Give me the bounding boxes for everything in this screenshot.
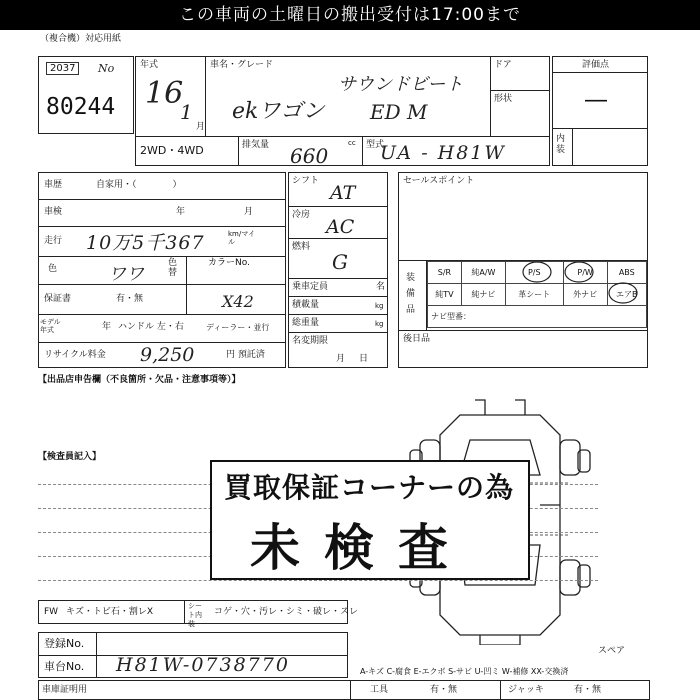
equip-genuine-navi: 純ナビ [461,284,505,306]
spare-label: スペア [598,646,626,656]
equip-leather-seat: 革シート [505,284,563,306]
seat-text: コゲ・穴・汚レ・シミ・破レ・スレ [214,607,359,617]
score-value: ― [585,88,607,113]
navi-model-label: ナビ型番： [428,306,647,328]
saturday-notice-banner: この車両の土曜日の搬出受付は17:00まで [0,0,700,30]
capacity-label: 乗車定員 [292,282,329,292]
color-label: 色 [48,264,58,274]
grade-line-2: ED M [370,100,428,124]
form-title: （複合機）対応用紙 [40,34,122,44]
tools-label: 工具 [370,685,389,695]
handle-side: ハンドル 左・右 [118,322,184,332]
score-label: 評価点 [582,60,610,70]
history-box [38,172,286,368]
equip-airbag: エアB [607,284,646,306]
shaken-month: 月 [244,207,254,217]
equip-alloy-wheel: 純A/W [461,262,505,284]
weight-label: 総重量 [292,318,320,328]
load-label: 積載量 [292,300,320,310]
seat-label: シート内装 [188,602,202,628]
stamp-line-2: 未検査 [250,519,472,577]
model-year-label: モデル年式 [40,318,61,334]
color-value: ワワ [108,264,144,285]
tools-value: 有・無 [430,685,458,695]
dealer-parallel: ディーラー・並行 [206,323,270,332]
year-label: 年式 [140,60,159,70]
reg-change-unit: 月日 [336,354,383,364]
jack-value: 有・無 [574,685,602,695]
car-name-label: 車名・グレード [210,60,274,70]
model-year-year: 年 [102,322,112,332]
chassis-label: 車台No. [44,660,85,673]
fuel-value: G [332,250,348,274]
month-unit: 月 [196,122,206,132]
shift-label: シフト [292,176,320,186]
registration-label: 登録No. [44,637,85,650]
equip-abs: ABS [607,262,646,284]
lot-prefix: No [98,62,115,75]
lot-small-number: 2037 [46,62,79,75]
damage-legend: A-キズ C-腐食 E-エクボ S-サビ U-凹ミ W-補修 XX-交換済 [360,667,569,676]
ac-value: AC [326,216,355,238]
warranty-note: X42 [222,292,254,311]
fuel-label: 燃料 [292,242,311,252]
stamp-line-1: 買取保証コーナーの為 [224,471,515,504]
year-month: 1 [180,100,193,124]
fw-text: キズ・トビ石・割レX [66,607,153,617]
bottom-row [38,680,650,700]
shaken-label: 車検 [44,207,63,217]
interior-label: 内装 [556,134,566,155]
history-label: 車歴 [44,180,63,190]
warranty-label: 保証書 [44,294,72,304]
lot-number: 80244 [46,94,116,120]
equip-genuine-tv: 純TV [428,284,462,306]
load-unit: kg [375,302,384,310]
equip-sunroof: S/R [428,262,462,284]
warranty-value: 有・無 [116,294,144,304]
fw-label: FW [44,607,59,617]
shape-label: 形状 [494,94,513,104]
capacity-unit: 名 [376,282,386,292]
recycle-unit: 円 預託済 [226,350,265,360]
inspector-label: 【検査員記入】 [38,452,102,462]
ac-label: 冷房 [292,210,311,220]
displacement-unit: cc [348,139,356,147]
chassis-number: H81W-0738770 [116,654,290,676]
equip-power-steering: P/S [505,262,563,284]
color-change-label: 色替 [168,258,178,278]
mileage-label: 走行 [44,236,63,246]
equipment-circles [427,261,647,305]
displacement-value: 660 [290,144,329,168]
equip-power-window: P/W [563,262,607,284]
shift-value: AT [330,182,356,204]
displacement-label: 排気量 [242,140,270,150]
weight-unit: kg [375,320,384,328]
drive-type: 2WD・4WD [140,144,204,157]
recycle-label: リサイクル料金 [44,350,106,360]
model-label: 型式 [366,140,385,150]
recycle-value: 9,250 [140,344,195,366]
jack-label: ジャッキ [508,685,544,695]
garage-cert-label: 車庫証明用 [42,685,88,695]
shaken-year: 年 [176,207,186,217]
color-no-label: カラーNo. [208,258,250,268]
reg-change-label: 名変期限 [292,336,329,346]
door-label: ドア [494,60,512,70]
aftermarket-label: 後日品 [403,334,431,344]
equipment-label: 装備品 [406,273,416,315]
car-name: ekワゴン [232,99,325,124]
grade-line-1: サウンドビート [338,74,464,95]
mileage-unit: km/マイル [228,230,256,246]
equip-aftermarket-navi: 外ナビ [563,284,607,306]
dealer-notice-label: 【出品店申告欄（不良箇所・欠品・注意事項等）】 [38,375,241,385]
sales-point-label: セールスポイント [403,176,475,186]
year-era: 16 [145,76,184,111]
model-value: UA - H81W [380,142,506,164]
mileage-value: 10万5千367 [86,232,205,254]
history-value: 自家用・（ ） [96,180,182,190]
